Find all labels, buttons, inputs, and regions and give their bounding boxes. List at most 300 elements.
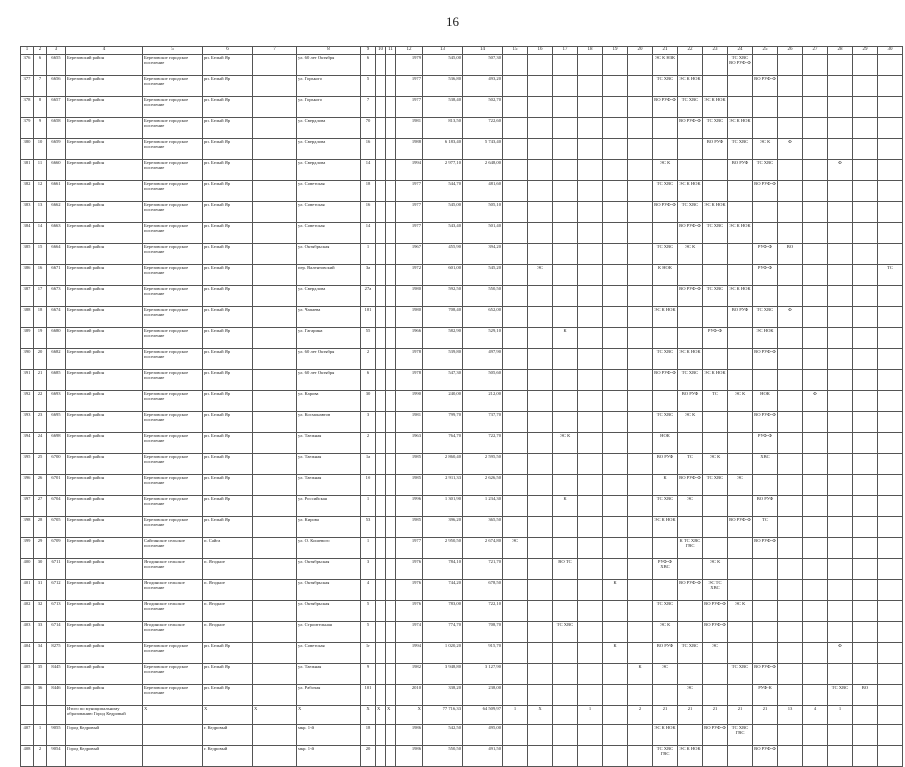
table-cell: 18 <box>34 307 47 328</box>
column-header: 10 <box>376 47 386 55</box>
table-cell: 7 <box>34 76 47 97</box>
column-header: 15 <box>503 47 528 55</box>
table-cell: ул. 60 лет Октября <box>297 55 361 76</box>
table-cell: Город Кедровый <box>66 746 143 767</box>
column-header: 8 <box>297 47 361 55</box>
table-cell: К <box>653 475 678 496</box>
table-cell: Ягодинское сельское поселение <box>143 622 203 643</box>
table-cell: X <box>361 706 376 725</box>
table-cell <box>386 286 396 307</box>
table-cell: 505,10 <box>463 202 503 223</box>
table-cell <box>853 475 878 496</box>
table-cell: НОК <box>753 391 778 412</box>
table-cell: 240,00 <box>423 391 463 412</box>
table-cell <box>386 307 396 328</box>
table-cell <box>778 559 803 580</box>
table-cell: 19 <box>34 328 47 349</box>
table-cell: 407 <box>21 725 34 746</box>
table-cell: рп. Белый Яр <box>203 475 253 496</box>
table-cell <box>753 286 778 307</box>
table-cell <box>528 517 553 538</box>
table-cell <box>553 265 578 286</box>
table-cell <box>753 118 778 139</box>
table-cell: ВО РУФ-Ф <box>678 286 703 307</box>
table-cell <box>553 706 578 725</box>
table-cell <box>386 643 396 664</box>
table-cell <box>728 244 753 265</box>
table-cell <box>828 265 853 286</box>
table-cell: ЭС К <box>653 622 678 643</box>
table-cell <box>753 97 778 118</box>
table-cell: 774,70 <box>423 622 463 643</box>
table-cell <box>503 370 528 391</box>
table-cell <box>603 55 628 76</box>
table-cell <box>603 475 628 496</box>
table-cell <box>553 601 578 622</box>
table-cell: 601,00 <box>423 265 463 286</box>
table-cell: ЭС К НОК <box>703 97 728 118</box>
table-cell: 6705 <box>47 517 66 538</box>
table-cell <box>878 475 903 496</box>
table-cell <box>653 538 678 559</box>
table-cell: 1 <box>361 244 376 265</box>
table-cell <box>503 286 528 307</box>
table-cell: ЭС <box>728 475 753 496</box>
table-cell: 1996 <box>396 496 423 517</box>
table-cell: К <box>553 496 578 517</box>
table-cell <box>853 55 878 76</box>
table-cell <box>376 454 386 475</box>
table-row <box>21 265 903 286</box>
table-cell: 3 <box>361 412 376 433</box>
table-cell: ТС ХВС <box>653 76 678 97</box>
table-cell <box>503 55 528 76</box>
table-cell: ЭС <box>703 643 728 664</box>
table-cell <box>553 223 578 244</box>
table-cell <box>578 622 603 643</box>
table-cell: X <box>143 706 203 725</box>
table-cell: 2 674,80 <box>463 538 503 559</box>
table-cell: Березовский район <box>66 160 143 181</box>
table-cell <box>828 139 853 160</box>
table-cell: рп. Белый Яр <box>203 370 253 391</box>
table-cell <box>503 622 528 643</box>
table-cell: ТС <box>753 517 778 538</box>
table-cell: 21 <box>34 370 47 391</box>
table-cell <box>753 55 778 76</box>
table-cell <box>828 433 853 454</box>
table-cell <box>376 202 386 223</box>
table-cell <box>728 433 753 454</box>
table-cell: 2 950,50 <box>423 538 463 559</box>
table-cell <box>778 412 803 433</box>
table-cell: ЭС К НОК <box>728 223 753 244</box>
table-cell: п. Ягодное <box>203 580 253 601</box>
table-cell <box>678 265 703 286</box>
table-cell: ТС ХВС <box>828 685 853 706</box>
table-cell <box>878 746 903 767</box>
table-cell: 391 <box>21 370 34 391</box>
table-cell <box>678 433 703 454</box>
table-cell: 6 <box>34 55 47 76</box>
table-cell <box>628 580 653 601</box>
table-cell <box>376 496 386 517</box>
table-cell <box>878 181 903 202</box>
table-cell <box>828 496 853 517</box>
table-cell <box>503 223 528 244</box>
table-cell <box>703 307 728 328</box>
table-cell: 6 183,40 <box>423 139 463 160</box>
table-cell <box>386 559 396 580</box>
table-cell <box>853 454 878 475</box>
table-cell <box>728 496 753 517</box>
table-cell <box>628 370 653 391</box>
table-cell <box>878 391 903 412</box>
table-cell <box>528 580 553 601</box>
table-cell: К НОК <box>653 265 678 286</box>
table-cell: ВО РУФ <box>653 643 678 664</box>
table-cell <box>878 202 903 223</box>
table-cell <box>603 391 628 412</box>
table-cell <box>386 160 396 181</box>
table-cell: ВО РУФ <box>728 160 753 181</box>
table-cell: 481,60 <box>463 181 503 202</box>
table-cell <box>853 307 878 328</box>
table-cell: рп. Белый Яр <box>203 685 253 706</box>
table-cell: г. Кедровый <box>203 725 253 746</box>
table-cell <box>628 118 653 139</box>
table-cell: 77 716,33 <box>423 706 463 725</box>
table-cell: ВО РУФ <box>753 496 778 517</box>
table-cell <box>253 118 297 139</box>
table-cell: 12 <box>34 181 47 202</box>
table-cell: ВО РУФ-Ф <box>703 622 728 643</box>
table-cell <box>678 725 703 746</box>
table-cell: ул. Советская <box>297 643 361 664</box>
table-cell <box>878 725 903 746</box>
table-cell <box>376 475 386 496</box>
table-cell <box>578 328 603 349</box>
table-cell <box>603 517 628 538</box>
table-cell: 406 <box>21 685 34 706</box>
table-cell: 502,70 <box>463 97 503 118</box>
table-cell <box>628 139 653 160</box>
table-cell <box>376 412 386 433</box>
table-cell: 6695 <box>47 412 66 433</box>
column-header: 12 <box>396 47 423 55</box>
table-cell: 2 <box>628 706 653 725</box>
table-cell: Ягодинское сельское поселение <box>143 559 203 580</box>
table-cell: ТС ХВС <box>553 622 578 643</box>
table-cell: 32 <box>34 601 47 622</box>
table-cell <box>253 725 297 746</box>
table-cell <box>528 349 553 370</box>
table-cell <box>528 286 553 307</box>
table-cell: 399 <box>21 538 34 559</box>
table-cell <box>386 601 396 622</box>
table-cell: Березовское городское поселение <box>143 685 203 706</box>
table-cell <box>878 244 903 265</box>
table-cell <box>528 223 553 244</box>
table-cell <box>376 538 386 559</box>
table-cell: Березовский район <box>66 601 143 622</box>
table-cell: 1 <box>34 725 47 746</box>
table-cell <box>853 244 878 265</box>
table-cell <box>553 746 578 767</box>
table-cell <box>678 601 703 622</box>
table-cell <box>603 559 628 580</box>
table-cell: рп. Белый Яр <box>203 433 253 454</box>
table-cell: ТС ХВС <box>653 349 678 370</box>
table-cell <box>803 433 828 454</box>
table-cell: ул. Строительная <box>297 622 361 643</box>
table-cell <box>628 746 653 767</box>
table-cell <box>386 370 396 391</box>
table-cell: ТС ХВС <box>653 496 678 517</box>
table-row <box>21 370 903 391</box>
table-cell <box>386 725 396 746</box>
table-cell <box>678 328 703 349</box>
table-cell <box>503 725 528 746</box>
table-cell: 1 <box>361 496 376 517</box>
table-cell <box>528 118 553 139</box>
table-cell <box>603 454 628 475</box>
table-cell <box>853 538 878 559</box>
table-cell <box>803 475 828 496</box>
table-cell: ВО РУФ <box>703 139 728 160</box>
table-row <box>21 725 903 746</box>
table-cell <box>386 433 396 454</box>
table-cell: Березовское городское поселение <box>143 160 203 181</box>
table-cell: 529,10 <box>463 328 503 349</box>
table-cell: 6698 <box>47 433 66 454</box>
table-cell: Березовский район <box>66 118 143 139</box>
table-cell <box>578 725 603 746</box>
table-cell: Березовский район <box>66 370 143 391</box>
table-cell: 582,90 <box>423 328 463 349</box>
table-cell <box>828 601 853 622</box>
table-cell: 536,80 <box>423 76 463 97</box>
table-cell <box>703 76 728 97</box>
table-cell <box>803 601 828 622</box>
table-cell: 393 <box>21 412 34 433</box>
table-cell <box>628 559 653 580</box>
table-cell <box>878 412 903 433</box>
table-cell: 6709 <box>47 538 66 559</box>
table-cell <box>753 223 778 244</box>
table-cell: рп. Белый Яр <box>203 118 253 139</box>
table-cell <box>703 349 728 370</box>
table-cell <box>828 475 853 496</box>
table-cell: РУФ-Ф ХВС <box>653 559 678 580</box>
table-cell <box>803 97 828 118</box>
table-row <box>21 286 903 307</box>
table-cell: 21 <box>653 706 678 725</box>
table-cell: РУФ-К <box>753 685 778 706</box>
table-cell: 101 <box>361 307 376 328</box>
table-cell <box>578 181 603 202</box>
table-cell: 7 <box>361 97 376 118</box>
table-cell <box>503 601 528 622</box>
table-cell <box>703 496 728 517</box>
table-cell <box>528 622 553 643</box>
table-cell <box>803 664 828 685</box>
table-cell: 722,10 <box>463 601 503 622</box>
table-cell <box>628 328 653 349</box>
table-cell <box>628 55 653 76</box>
table-cell <box>678 160 703 181</box>
table-cell <box>803 685 828 706</box>
table-cell: 238,00 <box>463 685 503 706</box>
table-cell: 1 <box>361 538 376 559</box>
table-cell <box>253 622 297 643</box>
table-cell: 1966 <box>396 328 423 349</box>
table-cell <box>628 601 653 622</box>
table-cell: 16 <box>361 202 376 223</box>
table-row <box>21 559 903 580</box>
table-cell <box>553 643 578 664</box>
table-cell: ул. Свердлова <box>297 160 361 181</box>
table-cell <box>828 223 853 244</box>
table-cell <box>778 725 803 746</box>
table-cell <box>803 160 828 181</box>
column-header: 11 <box>386 47 396 55</box>
table-cell <box>253 181 297 202</box>
table-cell: 652,00 <box>463 307 503 328</box>
table-cell <box>803 725 828 746</box>
table-cell: ул. Карова <box>297 391 361 412</box>
table-cell: РУФ-Ф <box>753 433 778 454</box>
table-cell: 493,20 <box>463 76 503 97</box>
table-cell <box>728 349 753 370</box>
table-cell <box>528 307 553 328</box>
table-cell <box>878 517 903 538</box>
table-cell <box>828 559 853 580</box>
table-cell <box>603 307 628 328</box>
table-cell <box>878 643 903 664</box>
table-cell: 28 <box>34 517 47 538</box>
table-cell <box>553 118 578 139</box>
table-cell <box>803 202 828 223</box>
table-cell <box>376 286 386 307</box>
table-cell: ЭС К <box>728 601 753 622</box>
table-cell: 21 <box>678 706 703 725</box>
table-cell: 744,20 <box>423 580 463 601</box>
table-cell: ЭС К <box>728 391 753 412</box>
column-header: 6 <box>203 47 253 55</box>
table-cell: 10 <box>34 139 47 160</box>
table-cell: 3а <box>361 265 376 286</box>
table-cell <box>828 664 853 685</box>
column-header: 30 <box>878 47 903 55</box>
table-cell <box>253 412 297 433</box>
table-cell: 8275 <box>47 643 66 664</box>
table-cell <box>628 496 653 517</box>
table-cell: Ф <box>828 160 853 181</box>
table-cell <box>21 706 34 725</box>
table-cell: 404 <box>21 643 34 664</box>
table-cell <box>703 265 728 286</box>
table-cell: 390 <box>21 349 34 370</box>
table-cell: 64 509,97 <box>463 706 503 725</box>
table-cell <box>878 349 903 370</box>
table-cell: ВО <box>853 685 878 706</box>
table-cell: ТС ХВС <box>678 643 703 664</box>
table-cell <box>853 412 878 433</box>
table-cell <box>853 202 878 223</box>
table-cell <box>578 160 603 181</box>
table-cell <box>853 370 878 391</box>
table-cell <box>603 601 628 622</box>
table-cell <box>728 538 753 559</box>
table-cell <box>853 349 878 370</box>
table-cell <box>386 746 396 767</box>
table-cell: Березовский район <box>66 55 143 76</box>
table-cell: 507,30 <box>463 55 503 76</box>
table-cell <box>253 664 297 685</box>
table-cell: 2 <box>361 349 376 370</box>
table-cell: Березовское городское поселение <box>143 97 203 118</box>
table-row <box>21 76 903 97</box>
table-cell: Березовский район <box>66 202 143 223</box>
table-cell <box>578 454 603 475</box>
table-cell: ТС ХВС <box>728 139 753 160</box>
table-cell: 380 <box>21 139 34 160</box>
table-cell <box>778 538 803 559</box>
table-cell: ЭС К <box>703 559 728 580</box>
table-cell <box>803 328 828 349</box>
table-cell <box>553 454 578 475</box>
table-cell <box>376 685 386 706</box>
table-cell <box>803 307 828 328</box>
table-cell: 6701 <box>47 475 66 496</box>
table-cell: ВО РУФ-Ф <box>653 202 678 223</box>
table-cell: 6712 <box>47 580 66 601</box>
table-cell <box>728 328 753 349</box>
table-cell <box>376 433 386 454</box>
table-cell: 544,70 <box>423 181 463 202</box>
table-cell: ул. О. Кошевого <box>297 538 361 559</box>
table-cell: 4 <box>361 580 376 601</box>
table-cell <box>503 746 528 767</box>
table-cell <box>878 223 903 244</box>
table-row <box>21 664 903 685</box>
table-cell <box>253 139 297 160</box>
table-cell <box>828 97 853 118</box>
table-cell <box>253 160 297 181</box>
table-cell: ЭС <box>653 664 678 685</box>
table-cell <box>878 601 903 622</box>
table-cell <box>778 97 803 118</box>
table-cell: 1986 <box>396 746 423 767</box>
table-cell <box>503 160 528 181</box>
table-cell: 55 <box>361 328 376 349</box>
table-cell <box>578 746 603 767</box>
table-cell: ВО РУФ-Ф <box>703 601 728 622</box>
table-cell <box>753 725 778 746</box>
table-cell <box>853 328 878 349</box>
table-cell <box>703 55 728 76</box>
table-cell <box>803 622 828 643</box>
table-cell <box>503 97 528 118</box>
table-cell <box>528 139 553 160</box>
table-cell <box>803 286 828 307</box>
table-cell: ВО РУФ <box>653 454 678 475</box>
table-cell <box>828 370 853 391</box>
table-cell: Березовское городское поселение <box>143 349 203 370</box>
table-cell: 1б <box>361 475 376 496</box>
table-cell: 8446 <box>47 685 66 706</box>
